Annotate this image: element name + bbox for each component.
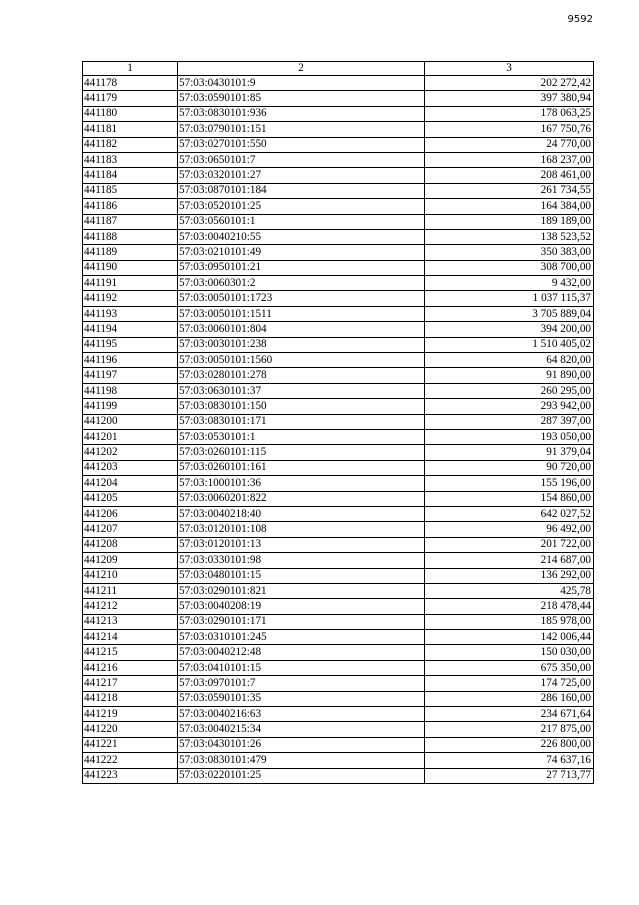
cadastral-number-cell: 57:03:0040212:48 (178, 645, 425, 660)
record-number-cell: 441204 (83, 476, 178, 491)
record-number-cell: 441188 (83, 229, 178, 244)
record-number-cell: 441222 (83, 753, 178, 768)
record-number-cell: 441220 (83, 722, 178, 737)
table-row (83, 276, 594, 291)
amount-cell: 425,78 (425, 583, 594, 598)
table-row (83, 414, 594, 429)
cadastral-number-cell: 57:03:0480101:15 (178, 568, 425, 583)
amount-cell: 208 461,00 (425, 168, 594, 183)
cadastral-number-cell: 57:03:0430101:9 (178, 76, 425, 91)
record-number-cell: 441180 (83, 106, 178, 121)
table-row (83, 260, 594, 275)
amount-cell: 91 379,04 (425, 445, 594, 460)
table-row (83, 691, 594, 706)
record-number-cell: 441215 (83, 645, 178, 660)
amount-cell: 185 978,00 (425, 614, 594, 629)
table-row (83, 199, 594, 214)
amount-cell: 9 432,00 (425, 276, 594, 291)
record-number-cell: 441178 (83, 76, 178, 91)
table-row (83, 214, 594, 229)
record-number-cell: 441189 (83, 245, 178, 260)
amount-cell: 138 523,52 (425, 229, 594, 244)
amount-cell: 675 350,00 (425, 660, 594, 675)
table-row (83, 537, 594, 552)
table-row (83, 599, 594, 614)
table-row (83, 245, 594, 260)
table-row (83, 368, 594, 383)
amount-cell: 91 890,00 (425, 368, 594, 383)
amount-cell: 24 770,00 (425, 137, 594, 152)
cadastral-number-cell: 57:03:0950101:21 (178, 260, 425, 275)
cadastral-number-cell: 57:03:0970101:7 (178, 676, 425, 691)
amount-cell: 308 700,00 (425, 260, 594, 275)
record-number-cell: 441193 (83, 306, 178, 321)
cadastral-number-cell: 57:03:0870101:184 (178, 183, 425, 198)
table-row (83, 506, 594, 521)
cadastral-number-cell: 57:03:0040210:55 (178, 229, 425, 244)
table-row (83, 676, 594, 691)
amount-cell: 642 027,52 (425, 506, 594, 521)
table-row (83, 229, 594, 244)
amount-cell: 394 200,00 (425, 322, 594, 337)
record-number-cell: 441221 (83, 737, 178, 752)
amount-cell: 164 384,00 (425, 199, 594, 214)
table-row (83, 291, 594, 306)
amount-cell: 193 050,00 (425, 429, 594, 444)
record-number-cell: 441191 (83, 276, 178, 291)
record-number-cell: 441182 (83, 137, 178, 152)
cadastral-number-cell: 57:03:0040218:40 (178, 506, 425, 521)
cadastral-number-cell: 57:03:0590101:35 (178, 691, 425, 706)
table-row (83, 707, 594, 722)
amount-cell: 142 006,44 (425, 630, 594, 645)
amount-cell: 90 720,00 (425, 460, 594, 475)
table-body (83, 76, 594, 784)
amount-cell: 168 237,00 (425, 152, 594, 167)
table-row (83, 768, 594, 783)
cadastral-number-cell: 57:03:0310101:245 (178, 630, 425, 645)
record-number-cell: 441219 (83, 707, 178, 722)
table-row (83, 568, 594, 583)
table-row (83, 753, 594, 768)
record-number-cell: 441223 (83, 768, 178, 783)
cadastral-number-cell: 57:03:0830101:479 (178, 753, 425, 768)
record-number-cell: 441195 (83, 337, 178, 352)
record-number-cell: 441205 (83, 491, 178, 506)
record-number-cell: 441212 (83, 599, 178, 614)
amount-cell: 350 383,00 (425, 245, 594, 260)
record-number-cell: 441209 (83, 553, 178, 568)
amount-cell: 1 037 115,37 (425, 291, 594, 306)
table-row (83, 476, 594, 491)
amount-cell: 154 860,00 (425, 491, 594, 506)
cadastral-number-cell: 57:03:0210101:49 (178, 245, 425, 260)
table-header-row (83, 62, 594, 76)
record-number-cell: 441183 (83, 152, 178, 167)
cadastral-number-cell: 57:03:0270101:550 (178, 137, 425, 152)
amount-cell: 226 800,00 (425, 737, 594, 752)
cadastral-number-cell: 57:03:0120101:13 (178, 537, 425, 552)
record-number-cell: 441185 (83, 183, 178, 198)
amount-cell: 234 671,64 (425, 707, 594, 722)
cadastral-number-cell: 57:03:0630101:37 (178, 383, 425, 398)
record-number-cell: 441211 (83, 583, 178, 598)
cadastral-number-cell: 57:03:0290101:171 (178, 614, 425, 629)
amount-cell: 218 478,44 (425, 599, 594, 614)
cadastral-number-cell: 57:03:0060201:822 (178, 491, 425, 506)
amount-cell: 174 725,00 (425, 676, 594, 691)
cadastral-number-cell: 57:03:0050101:1560 (178, 353, 425, 368)
table-row (83, 645, 594, 660)
cadastral-number-cell: 57:03:0520101:25 (178, 199, 425, 214)
cadastral-number-cell: 57:03:0050101:1511 (178, 306, 425, 321)
cadastral-number-cell: 57:03:0830101:171 (178, 414, 425, 429)
amount-cell: 3 705 889,04 (425, 306, 594, 321)
cadastral-number-cell: 57:03:0040215:34 (178, 722, 425, 737)
record-number-cell: 441213 (83, 614, 178, 629)
cadastral-number-cell: 57:03:0220101:25 (178, 768, 425, 783)
record-number-cell: 441192 (83, 291, 178, 306)
cadastral-number-cell: 57:03:0260101:161 (178, 460, 425, 475)
cadastral-number-cell: 57:03:0320101:27 (178, 168, 425, 183)
record-number-cell: 441216 (83, 660, 178, 675)
amount-cell: 136 292,00 (425, 568, 594, 583)
record-number-cell: 441217 (83, 676, 178, 691)
table-row (83, 353, 594, 368)
table-row (83, 91, 594, 106)
record-number-cell: 441198 (83, 383, 178, 398)
cadastral-number-cell: 57:03:0530101:1 (178, 429, 425, 444)
column-header: 3 (425, 62, 594, 76)
record-number-cell: 441181 (83, 122, 178, 137)
cadastral-number-cell: 57:03:0560101:1 (178, 214, 425, 229)
amount-cell: 27 713,77 (425, 768, 594, 783)
cadastral-number-cell: 57:03:0030101:238 (178, 337, 425, 352)
record-number-cell: 441207 (83, 522, 178, 537)
amount-cell: 1 510 405,02 (425, 337, 594, 352)
cadastral-number-cell: 57:03:0330101:98 (178, 553, 425, 568)
record-number-cell: 441196 (83, 353, 178, 368)
table-row (83, 337, 594, 352)
table-row (83, 491, 594, 506)
amount-cell: 96 492,00 (425, 522, 594, 537)
record-number-cell: 441179 (83, 91, 178, 106)
cadastral-number-cell: 57:03:0430101:26 (178, 737, 425, 752)
cadastral-number-cell: 57:03:0060101:804 (178, 322, 425, 337)
registry-table (82, 61, 594, 784)
amount-cell: 260 295,00 (425, 383, 594, 398)
record-number-cell: 441200 (83, 414, 178, 429)
record-number-cell: 441202 (83, 445, 178, 460)
column-header: 1 (83, 62, 178, 76)
cadastral-number-cell: 57:03:0830101:936 (178, 106, 425, 121)
amount-cell: 201 722,00 (425, 537, 594, 552)
table-row (83, 614, 594, 629)
table-row (83, 553, 594, 568)
cadastral-number-cell: 57:03:0050101:1723 (178, 291, 425, 306)
cadastral-number-cell: 57:03:0040216:63 (178, 707, 425, 722)
record-number-cell: 441201 (83, 429, 178, 444)
table-row (83, 122, 594, 137)
cadastral-number-cell: 57:03:0060301:2 (178, 276, 425, 291)
amount-cell: 167 750,76 (425, 122, 594, 137)
table-row (83, 168, 594, 183)
table-row (83, 737, 594, 752)
table-row (83, 76, 594, 91)
record-number-cell: 441184 (83, 168, 178, 183)
amount-cell: 150 030,00 (425, 645, 594, 660)
record-number-cell: 441210 (83, 568, 178, 583)
table-row (83, 183, 594, 198)
record-number-cell: 441194 (83, 322, 178, 337)
cadastral-number-cell: 57:03:0280101:278 (178, 368, 425, 383)
amount-cell: 214 687,00 (425, 553, 594, 568)
cadastral-number-cell: 57:03:0410101:15 (178, 660, 425, 675)
table-row (83, 630, 594, 645)
amount-cell: 202 272,42 (425, 76, 594, 91)
table-row (83, 306, 594, 321)
page-number: 9592 (567, 14, 593, 25)
cadastral-number-cell: 57:03:1000101:36 (178, 476, 425, 491)
table-row (83, 660, 594, 675)
amount-cell: 74 637,16 (425, 753, 594, 768)
table-row (83, 429, 594, 444)
table-row (83, 522, 594, 537)
record-number-cell: 441197 (83, 368, 178, 383)
cadastral-number-cell: 57:03:0830101:150 (178, 399, 425, 414)
cadastral-number-cell: 57:03:0590101:85 (178, 91, 425, 106)
column-header: 2 (178, 62, 425, 76)
amount-cell: 217 875,00 (425, 722, 594, 737)
record-number-cell: 441218 (83, 691, 178, 706)
record-number-cell: 441214 (83, 630, 178, 645)
amount-cell: 397 380,94 (425, 91, 594, 106)
table-row (83, 137, 594, 152)
table-row (83, 152, 594, 167)
cadastral-number-cell: 57:03:0650101:7 (178, 152, 425, 167)
record-number-cell: 441190 (83, 260, 178, 275)
cadastral-number-cell: 57:03:0040208:19 (178, 599, 425, 614)
table-row (83, 322, 594, 337)
cadastral-number-cell: 57:03:0290101:821 (178, 583, 425, 598)
record-number-cell: 441208 (83, 537, 178, 552)
record-number-cell: 441199 (83, 399, 178, 414)
record-number-cell: 441206 (83, 506, 178, 521)
amount-cell: 178 063,25 (425, 106, 594, 121)
cadastral-number-cell: 57:03:0790101:151 (178, 122, 425, 137)
table-row (83, 445, 594, 460)
record-number-cell: 441187 (83, 214, 178, 229)
amount-cell: 189 189,00 (425, 214, 594, 229)
amount-cell: 287 397,00 (425, 414, 594, 429)
table-row (83, 583, 594, 598)
amount-cell: 286 160,00 (425, 691, 594, 706)
record-number-cell: 441186 (83, 199, 178, 214)
cadastral-number-cell: 57:03:0120101:108 (178, 522, 425, 537)
amount-cell: 261 734,55 (425, 183, 594, 198)
amount-cell: 64 820,00 (425, 353, 594, 368)
table-row (83, 399, 594, 414)
amount-cell: 293 942,00 (425, 399, 594, 414)
cadastral-number-cell: 57:03:0260101:115 (178, 445, 425, 460)
table-row (83, 460, 594, 475)
table-row (83, 106, 594, 121)
amount-cell: 155 196,00 (425, 476, 594, 491)
record-number-cell: 441203 (83, 460, 178, 475)
table-row (83, 383, 594, 398)
table-row (83, 722, 594, 737)
